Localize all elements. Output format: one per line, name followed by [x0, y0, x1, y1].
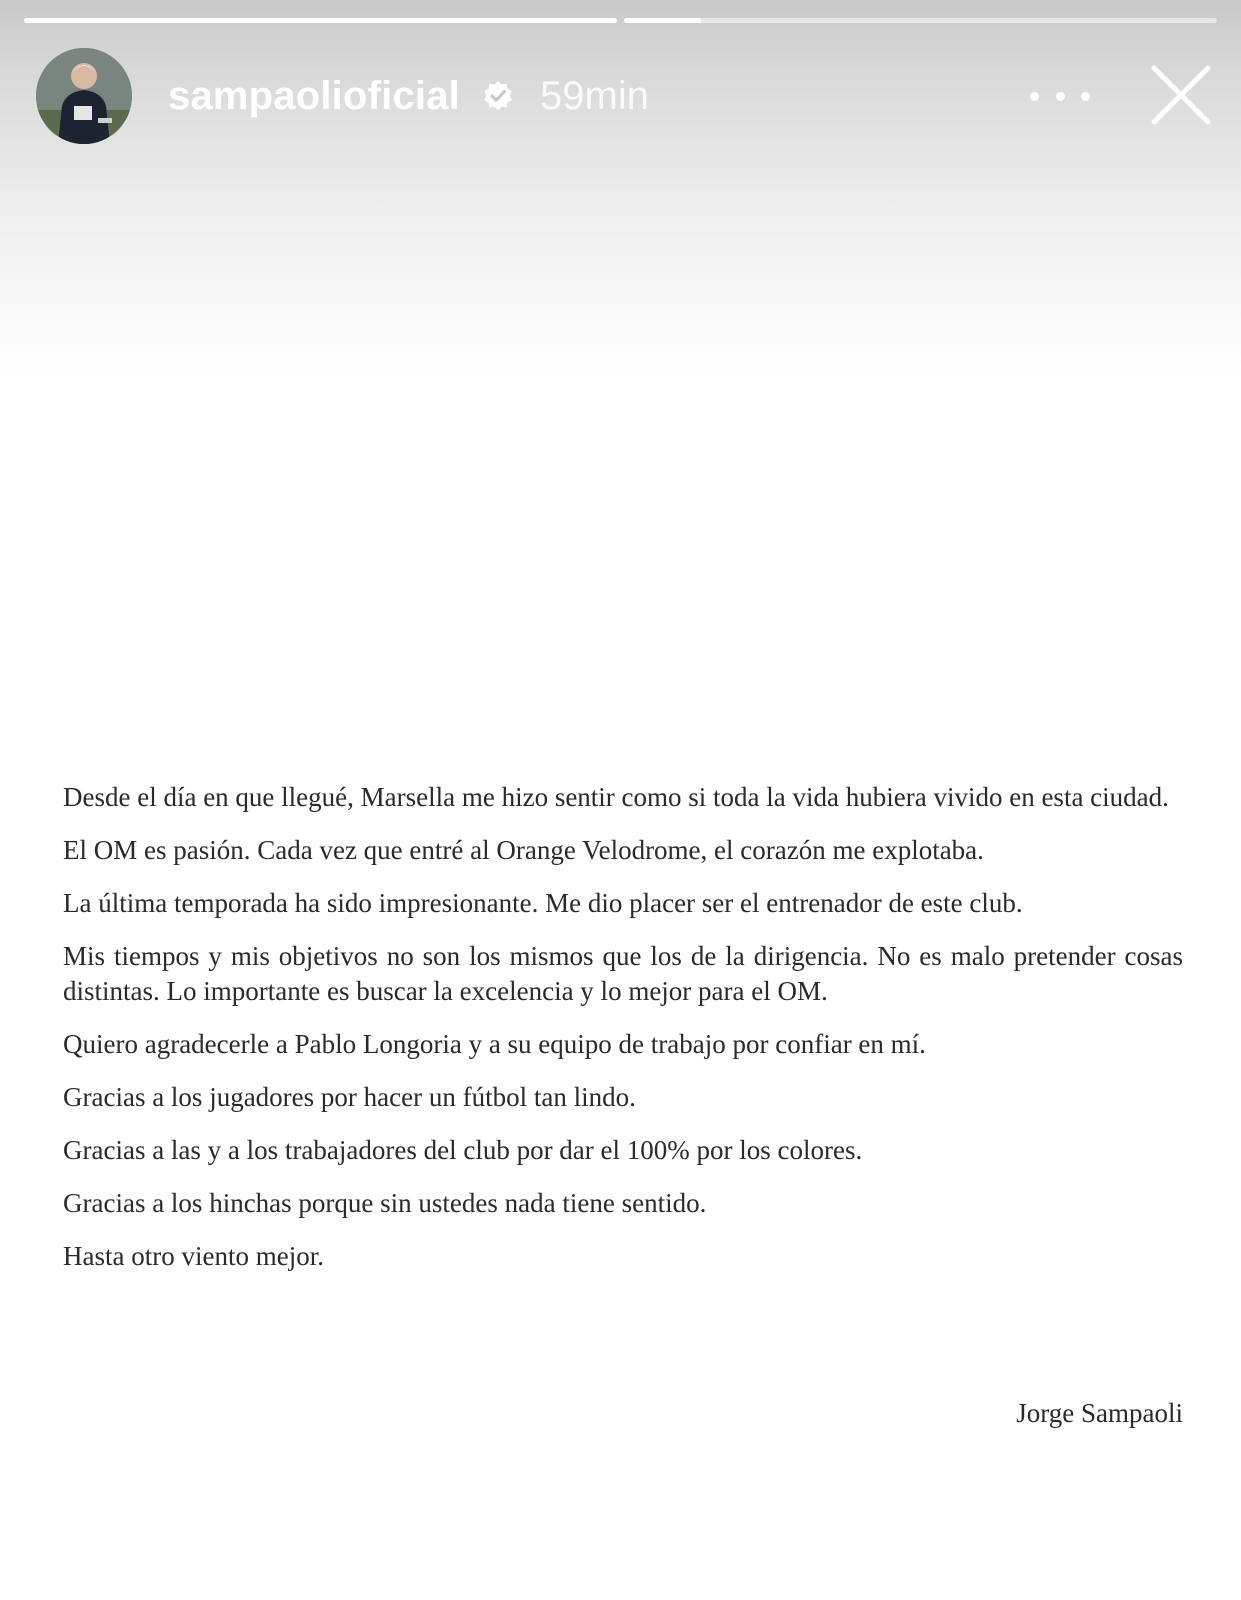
more-dot	[1030, 92, 1039, 101]
story-progress-segment-2	[624, 18, 1217, 23]
letter-paragraph: La última temporada ha sido impresionante. Me dio placer ser el entrenador de este club.	[63, 888, 1023, 918]
verified-badge-icon	[482, 80, 514, 112]
more-dot	[1081, 92, 1090, 101]
more-options-icon[interactable]	[1030, 80, 1090, 112]
letter-paragraph: Desde el día en que llegué, Marsella me hizo sentir como si toda la vida hubiera vivido en esta ciudad.	[63, 782, 1169, 812]
letter-paragraph: Hasta otro viento mejor.	[63, 1241, 324, 1271]
profile-photo-icon[interactable]	[36, 48, 132, 144]
letter-paragraph: Gracias a las y a los trabajadores del club por dar el 100% por los colores.	[63, 1135, 863, 1165]
header-gradient	[0, 0, 1241, 380]
story-progress-segment-1	[24, 18, 617, 23]
letter-paragraph: Gracias a los jugadores por hacer un fútbol tan lindo.	[63, 1082, 636, 1112]
letter-body	[63, 780, 1183, 1292]
letter-paragraph: Gracias a los hinchas porque sin ustedes nada tiene sentido.	[63, 1188, 707, 1218]
letter-paragraph: El OM es pasión. Cada vez que entré al Orange Velodrome, el corazón me explotaba.	[63, 835, 984, 865]
close-icon[interactable]	[1148, 62, 1214, 128]
story-progress-fill-1	[24, 18, 617, 23]
story-progress-fill-2	[624, 18, 701, 23]
letter-paragraph: Quiero agradecerle a Pablo Longoria y a su equipo de trabajo por confiar en mí.	[63, 1029, 926, 1059]
letter-paragraph: Mis tiempos y mis objetivos no son los mismos que los de la dirigencia. No es malo pretender cosas distintas. Lo importante es buscar la excelencia y lo mejor para el OM.	[63, 941, 1183, 1006]
letter-signature: Jorge Sampaoli	[1016, 1398, 1183, 1428]
more-dot	[1056, 92, 1065, 101]
story-timestamp: 59min	[540, 74, 649, 118]
username[interactable]: sampaolioficial	[168, 74, 460, 118]
avatar-image	[36, 48, 132, 144]
